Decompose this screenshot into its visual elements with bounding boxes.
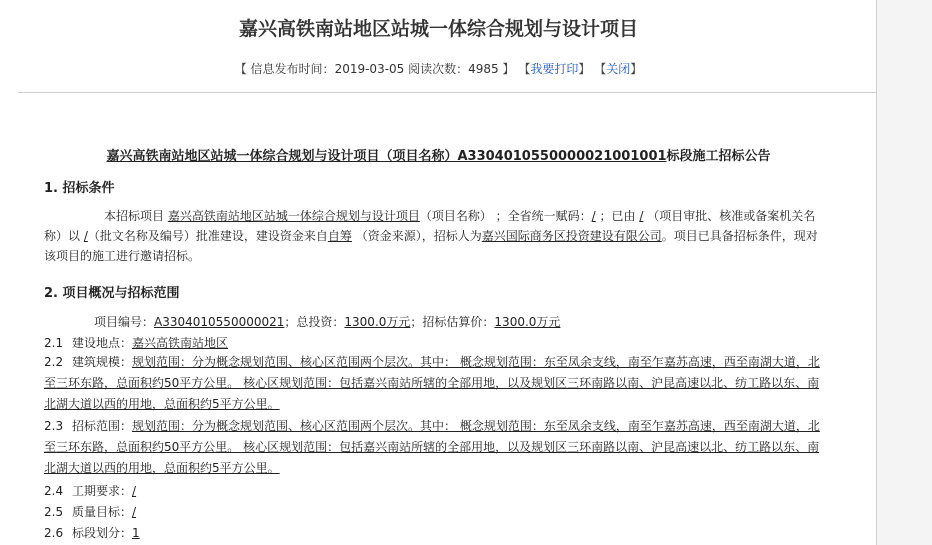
section-1-heading: 1. 招标条件: [44, 181, 115, 196]
publish-date: 2019-03-05: [334, 62, 405, 76]
page-title: 嘉兴高铁南站地区站城一体综合规划与设计项目: [238, 18, 638, 40]
right-gutter: [877, 0, 932, 545]
notice-code: A3304010550000021001001: [457, 149, 667, 164]
section-1-paragraph: 本招标项目 嘉兴高铁南站地区站城一体综合规划与设计项目（项目名称） ；全省统一赋码：/ ；已由 / （项目审批、核准或备案机关名称）以 /（批文名称及编号）批准建设，建设资金来自自筹 （资金来源），招标人为嘉兴国际商务区投资建设有限公司。项目已具备招标条件，现对该项目的施工进行邀请招标。: [44, 209, 818, 263]
article-meta: 【 信息发布时间：2019-03-05 阅读次数：4985 】 【我要打印】 【关闭】: [234, 62, 643, 76]
item-2-3: 2.3 招标范围：规划范围：分为概念规划范围、核心区范围两个层次。其中： 概念规划范围：东至凤余支线，南至乍嘉苏高速，西至南湖大道，北至三环东路，总面积约50平方公里。 核心区规划范围：包括嘉兴南站所辖的全部用地，以及规划区三环南路以南、沪昆高速以北、纺工路以东、南北湖大道以西的用地，总面积约5平方公里。: [44, 419, 820, 475]
item-2-5: 2.5 质量目标：/: [44, 505, 137, 519]
project-code-line: 项目编号：A3304010550000021；总投资：1300.0万元；招标估算价：1300.0万元: [94, 315, 561, 329]
publish-label: 信息发布时间：: [250, 62, 335, 76]
close-link[interactable]: 关闭: [606, 62, 631, 76]
section-2-heading: 2. 项目概况与招标范围: [44, 286, 180, 301]
divider: [18, 92, 877, 93]
views-label: 阅读次数：: [408, 62, 469, 76]
item-2-6: 2.6 标段划分：1: [44, 526, 140, 540]
item-2-2: 2.2 建筑规模：规划范围：分为概念规划范围、核心区范围两个层次。其中： 概念规划范围：东至凤余支线，南至乍嘉苏高速，西至南湖大道，北至三环东路，总面积约50平方公里。 核心区规划范围：包括嘉兴南站所辖的全部用地，以及规划区三环南路以南、沪昆高速以北、纺工路以东、南北湖大道以西的用地，总面积约5平方公里。: [44, 355, 820, 411]
notice-title: 嘉兴高铁南站地区站城一体综合规划与设计项目（项目名称）A3304010550000021001001标段施工招标公告: [106, 149, 771, 164]
views-count: 4985: [468, 62, 499, 76]
item-2-4: 2.4 工期要求：/: [44, 484, 137, 498]
item-2-1: 2.1 建设地点：嘉兴高铁南站地区: [44, 336, 229, 350]
print-link[interactable]: 我要打印: [530, 62, 579, 76]
